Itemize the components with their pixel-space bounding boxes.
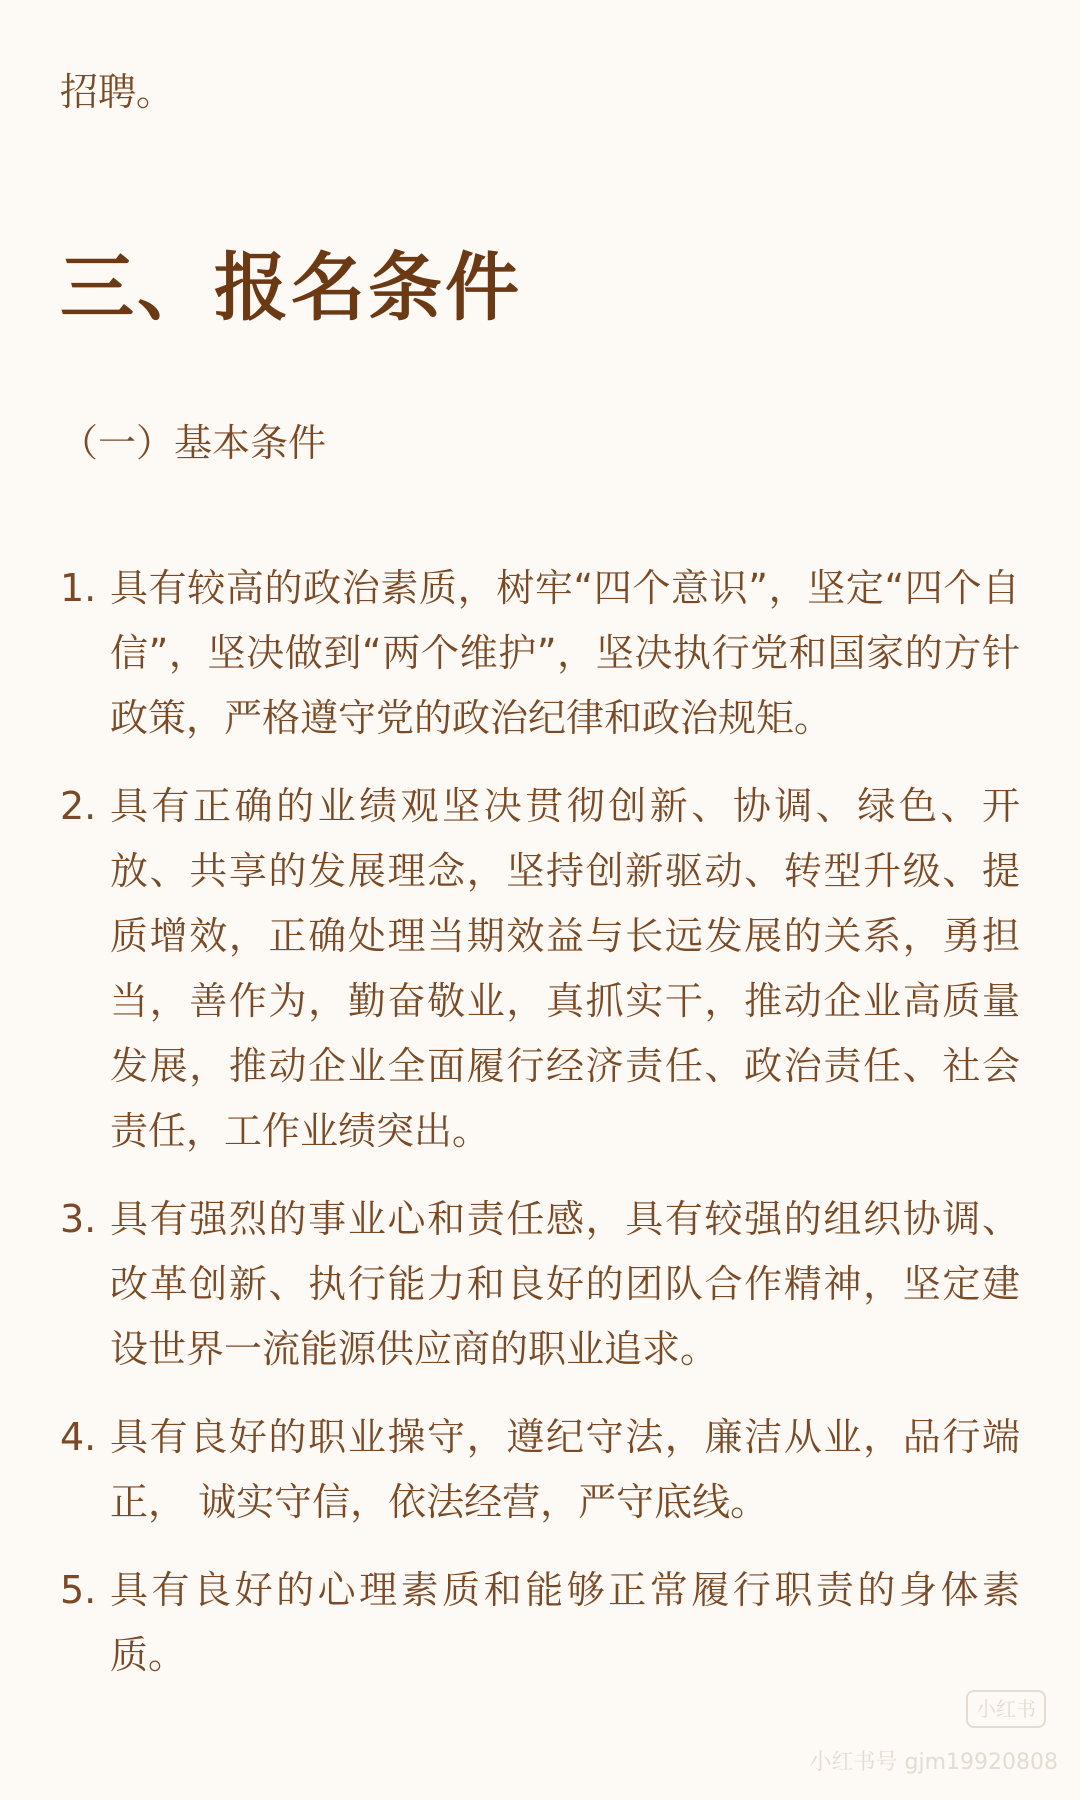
requirement-number: 3.	[60, 1197, 97, 1241]
watermark-logo-icon: 小红书	[966, 1690, 1046, 1728]
watermark	[810, 1690, 1058, 1778]
requirement-number: 4.	[60, 1415, 97, 1459]
requirement-item-5	[60, 1558, 1020, 1688]
requirement-number: 1.	[60, 566, 97, 610]
subsection-title: （一）基本条件	[60, 421, 327, 465]
requirement-number: 5.	[60, 1568, 97, 1612]
requirements-list	[60, 556, 1020, 1711]
requirement-item-2	[60, 774, 1020, 1164]
requirement-text: 具有较高的政治素质，树牢“四个意识”，坚定“四个自信”，坚决做到“两个维护”，坚决执行党和国家的方针政策，严格遵守党的政治纪律和政治规矩。	[110, 566, 1020, 740]
watermark-user-id: 小红书号 gjm19920808	[809, 1750, 1058, 1775]
intro-text-tail: 招聘。	[60, 70, 175, 114]
requirement-number: 2.	[60, 784, 97, 828]
requirement-text: 具有良好的心理素质和能够正常履行职责的身体素质。	[110, 1568, 1020, 1677]
requirement-item-4	[60, 1405, 1020, 1535]
section-title: 三、报名条件	[60, 245, 522, 331]
requirement-item-1	[60, 556, 1020, 751]
requirement-text: 具有强烈的事业心和责任感，具有较强的组织协调、改革创新、执行能力和良好的团队合作精神，坚定建设世界一流能源供应商的职业追求。	[110, 1197, 1020, 1371]
requirement-text: 具有良好的职业操守，遵纪守法，廉洁从业，品行端正， 诚实守信，依法经营，严守底线。	[110, 1415, 1020, 1524]
requirement-text: 具有正确的业绩观坚决贯彻创新、协调、绿色、开放、共享的发展理念，坚持创新驱动、转型升级、提质增效，正确处理当期效益与长远发展的关系，勇担当，善作为，勤奋敬业，真抓实干，推动企业高质量发展，推动企业全面履行经济责任、政治责任、社会责任，工作业绩突出。	[110, 784, 1020, 1153]
requirement-item-3	[60, 1187, 1020, 1382]
